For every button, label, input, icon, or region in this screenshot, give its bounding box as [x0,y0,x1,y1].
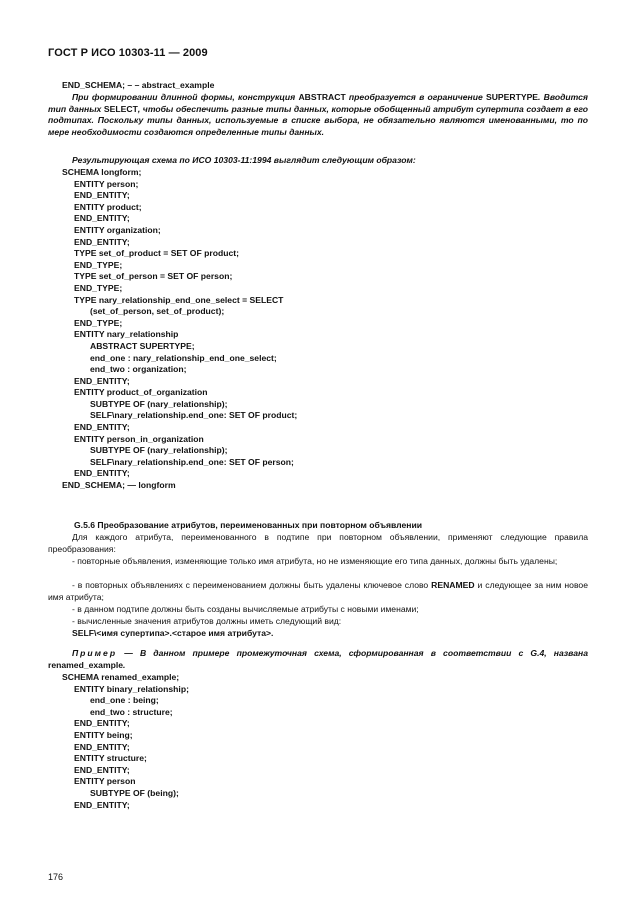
longform-code-line: end_two : organization; [90,364,187,375]
renamed-code-line: ENTITY person [74,776,136,787]
longform-code-line: SELF\nary_relationship.end_one: SET OF product; [90,410,298,421]
longform-code-line: ENTITY organization; [74,224,161,235]
intro-paragraph [48,92,588,138]
bullet2-part-2: и следующее за ним новое имя атрибута; [48,580,588,602]
longform-code-line: SUBTYPE OF (nary_relationship); [90,445,228,456]
intro-text-part-3: SUPERTYPE [485,92,539,102]
renamed-code-line: end_two : structure; [90,706,173,717]
longform-code-line: END_ENTITY; [74,375,130,386]
example-label: Пример [72,648,118,658]
renamed-code-line: SUBTYPE OF (being); [90,787,179,798]
longform-code-line: END_ENTITY; [74,213,130,224]
longform-code-line: END_TYPE; [74,282,123,293]
self-form-line: SELF\<имя супертипа>.<старое имя атрибута>. [72,628,274,638]
renamed-code-line: END_ENTITY; [74,741,130,752]
renamed-code-line: END_ENTITY; [74,799,130,810]
longform-code-line: END_ENTITY; [74,468,130,479]
rule-bullet-3: - в данном подтипе должны быть созданы вычисляемые атрибуты с новыми именами; [72,604,419,614]
longform-code-line: ENTITY person_in_organization [74,433,204,444]
code-listing-renamed [48,672,588,811]
longform-code-line: TYPE nary_relationship_end_one_select = SELECT [74,294,284,305]
renamed-code-line: end_one : being; [90,695,159,706]
intro-text-part-6: , чтобы обеспечить разные типы данных, которые обобщенный атрибут супертипа создает в его подтипах. Поскольку типы данных, используемые в списке выбора, не обязательно являются именованными, то по мере необходимости создаются определенные типы данных. [48,103,588,137]
intro-text-part-4: . Вводится тип данных [48,92,588,114]
end-schema-line: END_SCHEMA; – – abstract_example [62,80,215,90]
longform-code-line: ABSTRACT SUPERTYPE; [90,340,195,351]
longform-code-line: TYPE set_of_product = SET OF product; [74,248,239,259]
section-title: G.5.6 Преобразование атрибутов, переименованных при повторном объявлении [74,520,423,530]
page-number: 176 [48,872,64,882]
rule-bullet-1: - повторные объявления, изменяющие только имя атрибута, но не изменяющие его типа данных, должны быть удалены; [72,556,558,566]
longform-code-line: END_TYPE; [74,259,123,270]
intro-text-part-0: При формировании длинной формы, конструкция [72,92,299,102]
rule-bullet-4: - вычисленные значения атрибутов должны иметь следующий вид: [72,616,342,626]
section-paragraph: Для каждого атрибута, переименованного в подтипе при повторном объявлении, применяют следующие правила преобразования: [48,532,588,554]
renamed-code-line: END_ENTITY; [74,764,130,775]
intro-text-part-1: ABSTRACT [298,92,346,102]
example-name: renamed_example [48,659,123,670]
bullet2-part-1: RENAMED [431,580,475,590]
renamed-code-line: SCHEMA renamed_example; [62,672,180,682]
longform-code-line: end_one : nary_relationship_end_one_select; [90,352,277,363]
rule-bullet-2 [48,580,588,603]
longform-code-line: ENTITY nary_relationship [74,329,179,340]
longform-code-line: END_ENTITY; [74,236,130,247]
top-code-line [48,80,588,92]
document-header: ГОСТ Р ИСО 10303-11 — 2009 [48,47,208,59]
code-listing-longform [48,167,588,492]
intro-text-part-2: преобразуется в ограничение [345,92,486,102]
longform-code-line: END_TYPE; [74,317,123,328]
longform-code-line: SELF\nary_relationship.end_one: SET OF person; [90,456,294,467]
longform-code-line: END_SCHEMA; — longform [62,480,176,491]
longform-code-line: (set_of_person, set_of_product); [90,306,225,317]
longform-code-line: SCHEMA longform; [62,167,142,177]
renamed-code-line: ENTITY being; [74,729,133,740]
example-paragraph [48,648,588,671]
renamed-code-line: ENTITY structure; [74,753,147,764]
result-line: Результирующая схема по ИСО 10303-11:1994 выглядит следующим образом: [72,155,416,165]
longform-code-line: ENTITY product; [74,201,142,212]
renamed-code-line: ENTITY binary_relationship; [74,683,189,694]
longform-code-line: ENTITY product_of_organization [74,387,208,398]
longform-code-line: END_ENTITY; [74,422,130,433]
longform-code-line: TYPE set_of_person = SET OF person; [74,271,233,282]
example-end: . [123,659,126,670]
longform-code-line: ENTITY person; [74,178,139,189]
longform-code-line: END_ENTITY; [74,190,130,201]
renamed-code-line: END_ENTITY; [74,718,130,729]
example-text: — В данном примере промежуточная схема, сформированная в соответствии с G.4, названа [117,648,588,658]
longform-code-line: SUBTYPE OF (nary_relationship); [90,398,228,409]
intro-text-part-5: SELECT [103,103,138,114]
bullet2-part-0: - в повторных объявлениях с переименованием должны быть удалены ключевое слово [72,580,432,590]
